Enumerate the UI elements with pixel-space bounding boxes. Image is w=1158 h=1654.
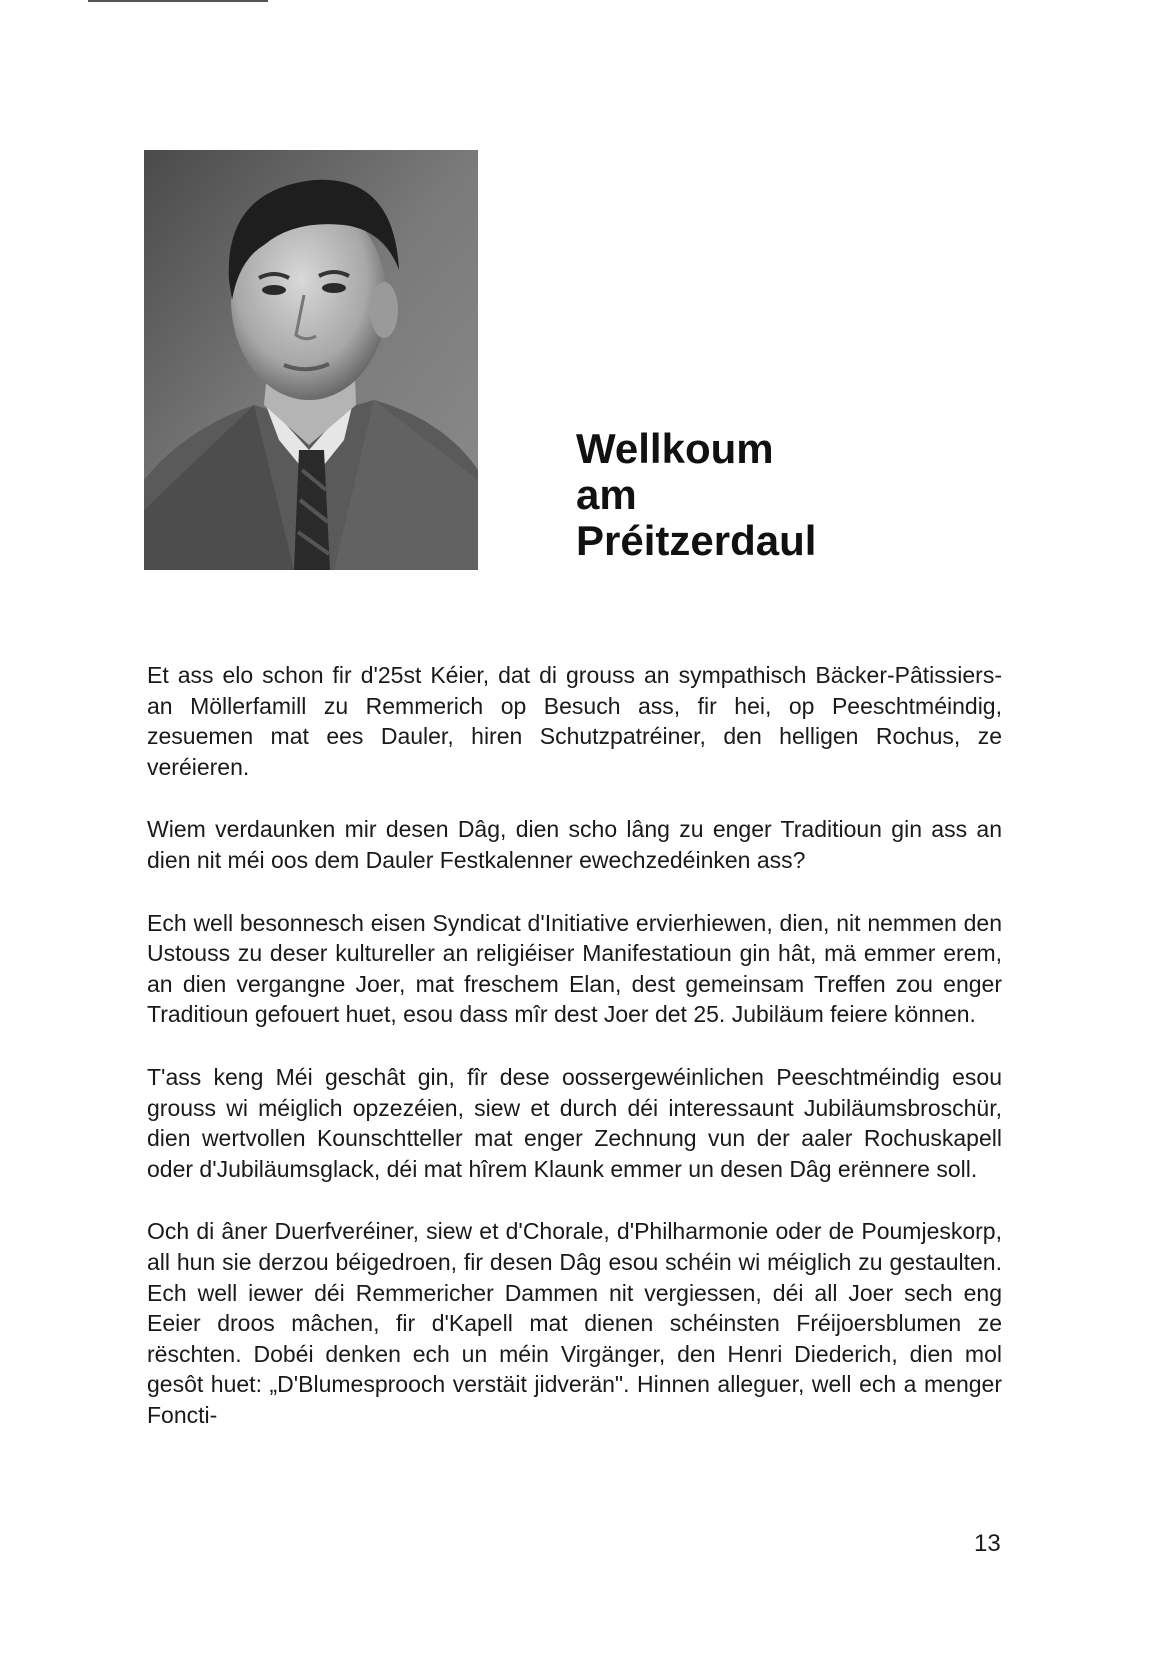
paragraph-3: Ech well besonnesch eisen Syndicat d'Initiative ervierhiewen, dien, nit nemmen den Ustouss zu deser kultureller an religiéiser Manifestatioun gin hât, mä emmer erem, an dien vergangne Joer, mat freschem Elan, dest gemeinsam Treffen zou enger Traditioun gefouert huet, esou dass mîr dest Joer det 25. Jubiläum feiere können.	[147, 909, 1002, 1028]
page-number: 13	[974, 1530, 1001, 1557]
title-line-3: Préitzerdaul	[576, 517, 817, 564]
paragraph-4: T'ass keng Méi geschât gin, fîr dese oossergewéinlichen Peeschtméindig esou grouss wi méiglich opzezéien, siew et durch déi interessaunt Jubiläumsbroschür, dien wertvollen Kounschtteller mat enger Zechnung vun der aaler Rochuskapell oder d'Jubiläumsglack, déi mat hîrem Klaunk emmer un desen Dâg erënnere soll.	[147, 1063, 1002, 1182]
paragraph-1: Et ass elo schon fir d'25st Kéier, dat di grouss an sympathisch Bäcker-Pâtissiers- an Möllerfamill zu Remmerich op Besuch ass, fir hei, op Peeschtméindig, zesuemen mat ees Dauler, hiren Schutzpatréiner, den helligen Rochus, ze veréieren.	[147, 662, 1002, 780]
article-body	[147, 660, 1002, 1462]
paragraph-5: Och di âner Duerfveréiner, siew et d'Chorale, d'Philharmonie oder de Poumjeskorp, all hun sie derzou béigedroen, fir desen Dâg esou schéin wi méiglich zu gestaulten. Ech well iewer déi Remmericher Dammen nit vergiessen, déi all Joer sech eng Eeier droos mâchen, fir d'Kapell mat dienen schéinsten Fréijoersblumen ze rëschten. Dobéi denken ech un méin Virgänger, den Henri Diederich, dien mol gesôt huet: „D'Blumesprooch verstäit jidverän". Hinnen alleguer, well ech a menger Foncti-	[147, 1218, 1002, 1428]
top-rule	[88, 0, 268, 2]
portrait-illustration	[144, 150, 478, 570]
paragraph-2: Wiem verdaunken mir desen Dâg, dien scho lâng zu enger Traditioun gin ass an dien nit méi oos dem Dauler Festkalenner ewechzedéinken ass?	[147, 816, 1002, 873]
portrait-photo	[144, 150, 478, 570]
title-line-1: Wellkoum	[576, 425, 774, 472]
page-title	[576, 426, 816, 564]
title-line-2: am	[576, 471, 637, 518]
